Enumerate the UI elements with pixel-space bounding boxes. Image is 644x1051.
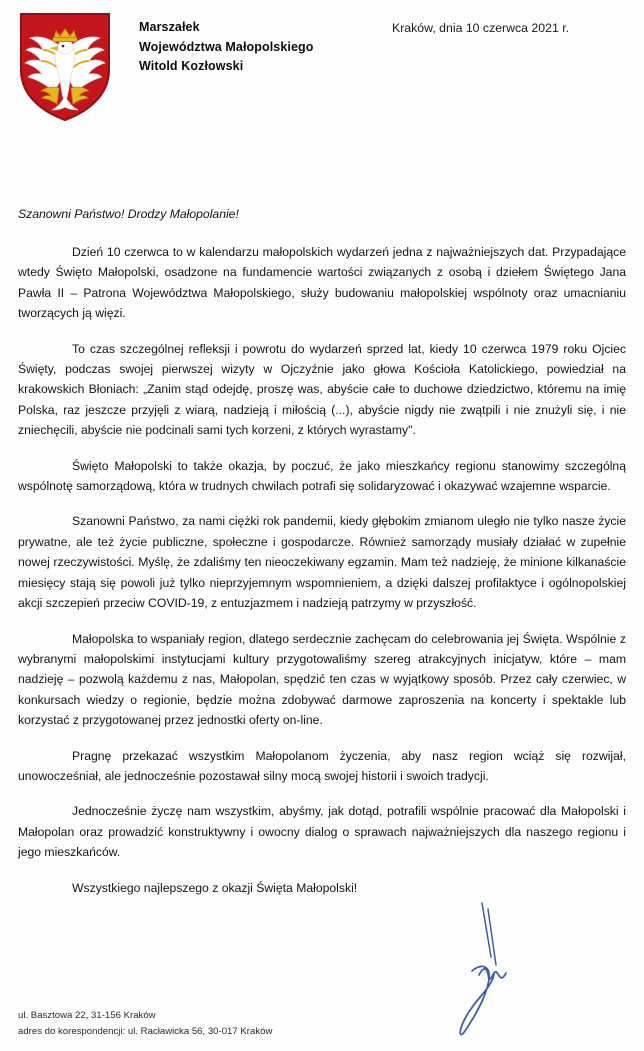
letter-header xyxy=(0,8,644,128)
title-line-role: Marszałek xyxy=(139,20,200,34)
paragraph: Święto Małopolski to także okazja, by poczuć, że jako mieszkańcy regionu stanowimy szczególną wspólnotę samorządową, która w trudnych chwilach potrafi się solidaryzować i okazywać wzajemne wsparcie. xyxy=(18,458,626,494)
footer-correspondence-line: adres do korespondencji: ul. Racławicka 56, 30-017 Kraków xyxy=(18,1025,273,1037)
handwritten-signature-icon xyxy=(455,895,605,1045)
paragraph: Małopolska to wspaniały region, dlatego serdecznie zachęcam do celebrowania jej Święta. Wspólnie z wybranymi małopolskimi instytucjami kultury przygotowaliśmy szereg atrakcyjnych inicjatyw, które – mam nadzieję – pozwolą każdemu z nas, Małopolan, spędzić ten czas w wyjątkowy sposób. Przez cały czerwiec, w konkursach wiedzy o regionie, będzie można zdobywać darmowe zaproszenia na koncerty i spektakle lub korzystać z przygotowanej przez jednostki oferty on-line. xyxy=(18,631,626,728)
date-line: Kraków, dnia 10 czerwca 2021 r. xyxy=(392,21,570,35)
paragraph: Dzień 10 czerwca to w kalendarzu małopolskich wydarzeń jedna z najważniejszych dat. Przypadające wtedy Święto Małopolski, osadzone na fundamencie wartości związanych z osobą i dziełem Świętego Jana Pawła II – Patrona Województwa Małopolskiego, służy budowaniu małopolskiej wspólnoty oraz umacnianiu tworzących ją więzi. xyxy=(18,245,626,321)
paragraph: Szanowni Państwo, za nami ciężki rok pandemii, kiedy głębokim zmianom uległo nie tylko nasze życie prywatne, ale też życie publiczne, społeczne i gospodarcze. Również samorządy musiały działać w zupełnie nowej rzeczywistości. Myślę, że zdaliśmy ten nieoczekiwany egzamin. Mam też nadzieję, że minione kilkanaście miesięcy stają się powoli już tylko nieprzyjemnym wspomnieniem, a dzięki dalszej profilaktyce i ogólnopolskiej akcji szczepień przeciw COVID-19, z entuzjazmem i nadzieją patrzymy w przyszłość. xyxy=(18,514,626,611)
closing-line: Wszystkiego najlepszego z okazji Święta Małopolski! xyxy=(72,880,358,895)
salutation: Szanowni Państwo! Drodzy Małopolanie! xyxy=(18,207,239,221)
paragraph: Jednocześnie życzę nam wszystkim, abyśmy, jak dotąd, potrafili wspólnie pracować dla Małopolski i Małopolan oraz prowadzić konstruktywny i owocny dialog o sprawach najważniejszych dla naszego regionu i jego mieszkańców. xyxy=(18,804,626,860)
paragraph: To czas szczególnej refleksji i powrotu do wydarzeń sprzed lat, kiedy 10 czerwca 1979 roku Ojciec Święty, podczas swojej pierwszej wizyty w Ojczyźnie jako głowa Kościoła Katolickiego, powiedział na krakowskich Błoniach: „Zanim stąd odejdę, proszę was, abyście całe to duchowe dziedzictwo, któremu na imię Polska, raz jeszcze przyjęli z wiarą, nadzieją i miłością (...), abyście nigdy nie zwątpili i nie znużyli się, i nie zniechęcili, abyście nie podcinali sami tych korzeni, z których wyrastamy". xyxy=(18,341,626,438)
letter-body xyxy=(18,206,626,898)
footer-address-block xyxy=(18,1008,272,1039)
title-line-voivodeship: Województwa Małopolskiego xyxy=(139,39,314,54)
marshal-title-block xyxy=(139,18,314,77)
malopolska-coat-of-arms-icon xyxy=(18,12,112,122)
footer-address-line: ul. Basztowa 22, 31-156 Kraków xyxy=(18,1010,156,1021)
title-line-name: Witold Kozłowski xyxy=(139,59,244,73)
paragraph: Pragnę przekazać wszystkim Małopolanom życzenia, aby nasz region wciąż się rozwijał, unowocześniał, ale jednocześnie pozostawał silny mocą swojej historii i swoich tradycji. xyxy=(18,748,626,783)
